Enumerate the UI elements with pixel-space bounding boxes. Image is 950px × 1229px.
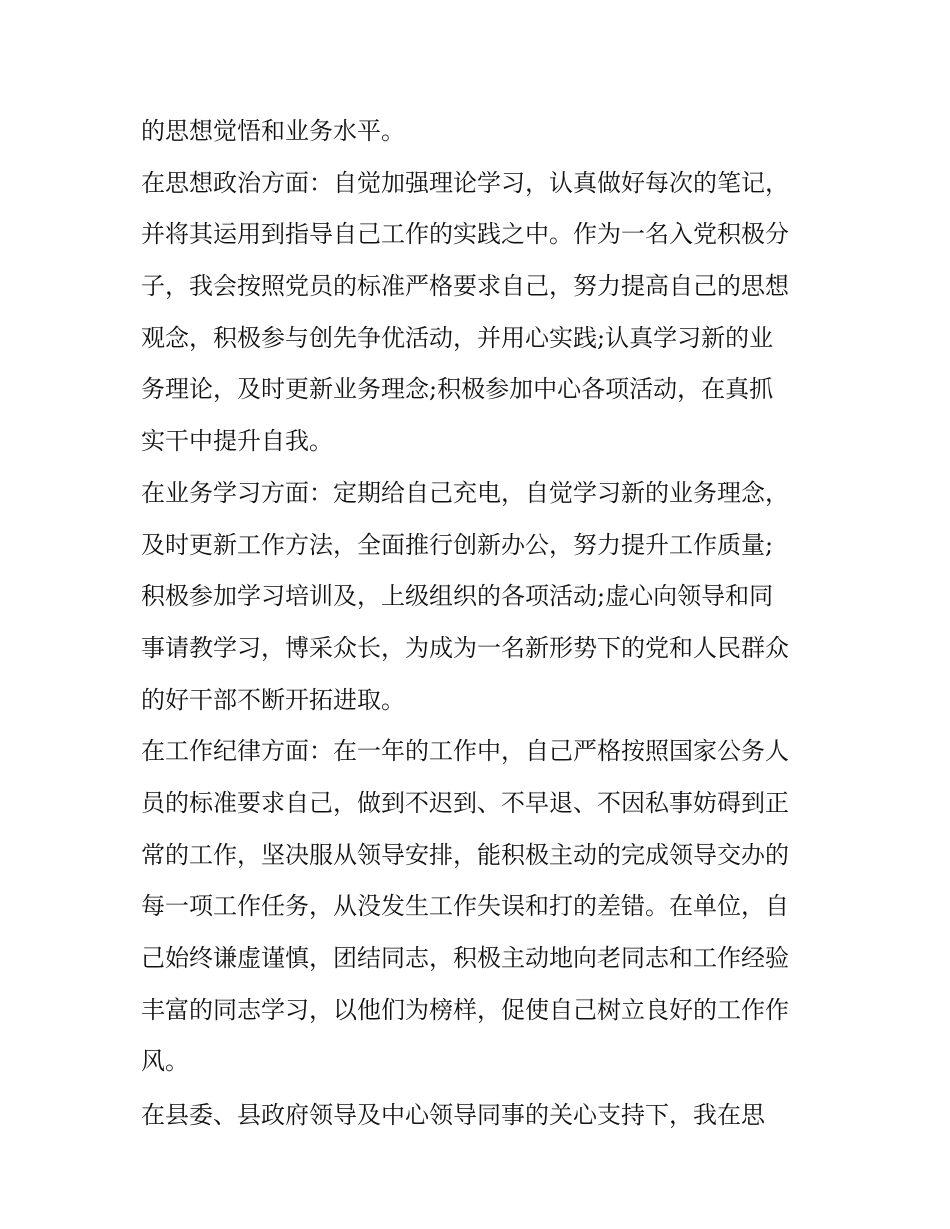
text-line: 子，我会按照党员的标准严格要求自己，努力提高自己的思想 [141,272,789,301]
text-line: 事请教学习，博采众长，为成为一名新形势下的党和人民群众 [141,633,789,662]
text-line: 常的工作，坚决服从领导安排，能积极主动的完成领导交办的 [141,840,789,869]
text-line: 的思想觉悟和业务水平。 [141,117,405,145]
text-line: 每一项工作任务，从没发生工作失误和打的差错。在单位，自 [141,892,789,921]
text-line: 丰富的同志学习，以他们为榜样，促使自己树立良好的工作作 [141,995,789,1024]
document-body [141,106,821,1142]
text-line: 并将其运用到指导自己工作的实践之中。作为一名入党积极分 [141,220,789,249]
text-line: 在县委、县政府领导及中心领导同事的关心支持下，我在思 [141,1101,765,1130]
text-line: 及时更新工作方法，全面推行创新办公，努力提升工作质量; [141,530,774,559]
text-line: 在业务学习方面：定期给自己充电，自觉学习新的业务理念， [141,478,789,507]
text-line: 员的标准要求自己，做到不迟到、不早退、不因私事妨碍到正 [141,788,789,817]
text-line: 己始终谦虚谨慎，团结同志，积极主动地向老同志和工作经验 [141,944,789,972]
text-line: 实干中提升自我。 [141,427,333,456]
text-line: 务理论，及时更新业务理念;积极参加中心各项活动，在真抓 [141,375,774,404]
text-line: 风。 [141,1047,189,1076]
text-line: 积极参加学习培训及，上级组织的各项活动;虚心向领导和同 [141,582,774,611]
text-line: 观念，积极参与创先争优活动，并用心实践;认真学习新的业 [141,323,774,352]
text-line: 在思想政治方面：自觉加强理论学习，认真做好每次的笔记， [141,168,789,197]
text-line: 在工作纪律方面：在一年的工作中，自己严格按照国家公务人 [141,737,789,766]
text-line: 的好干部不断开拓进取。 [141,685,405,714]
